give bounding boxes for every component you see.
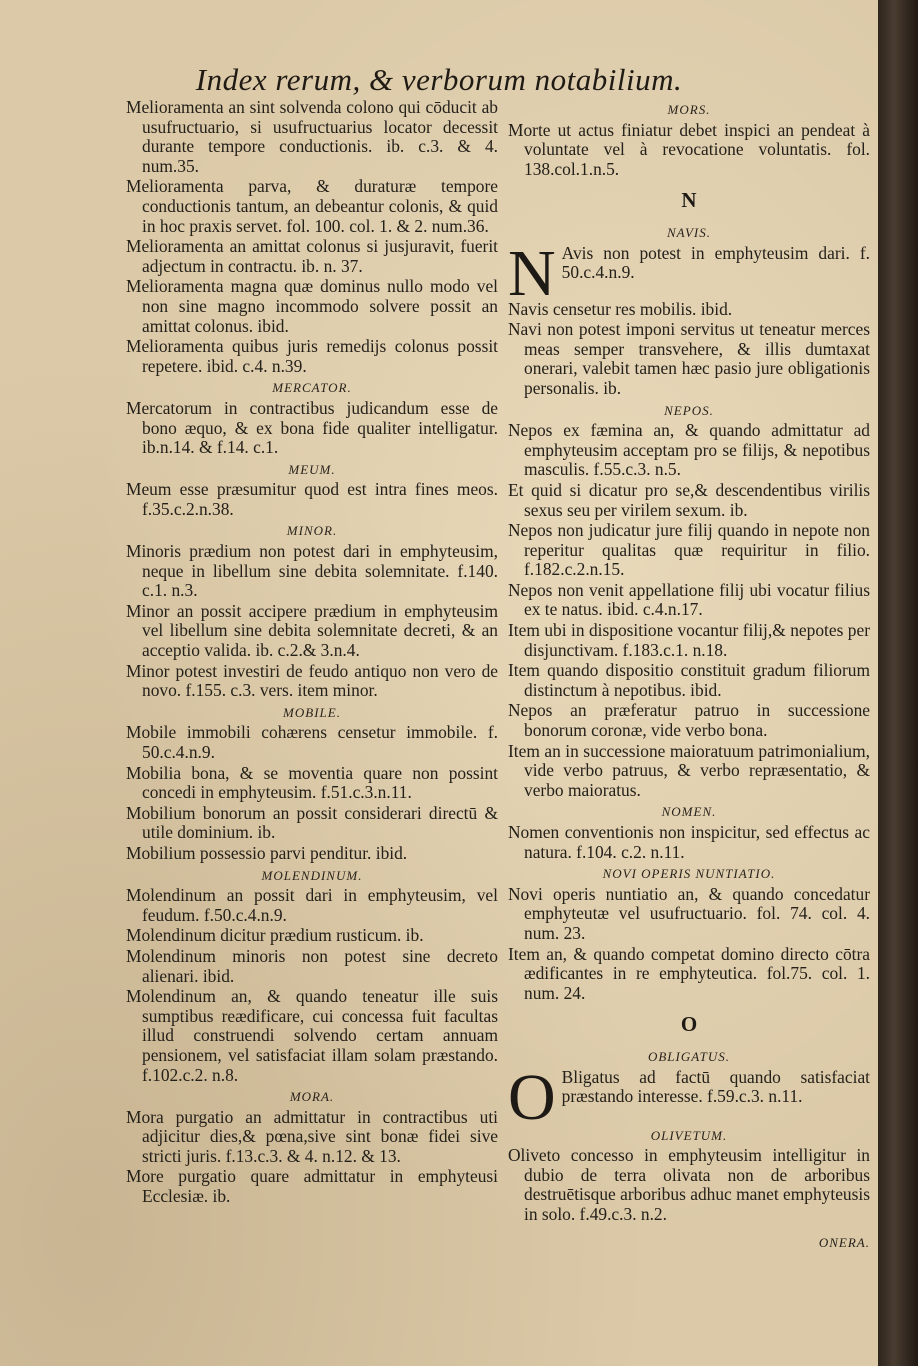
section-heading: OLIVETUM. — [650, 1127, 728, 1143]
index-entry: Item an, & quando competat domino directo cōtra ædificantes in re emphyteutica. fol.75. col. 1. num. 24. — [508, 943, 870, 1003]
index-entry: Nepos non venit appellatione filij ubi vocatur filius ex te natus. ibid. c.4.n.17. — [508, 579, 870, 620]
index-entry: Oliveto concesso in emphyteusim intelligitur in dubio de terra olivata non de arboribus destruētisque arboribus adhuc manet emphyteusis in solo. f.49.c.3. n.2. — [508, 1145, 870, 1224]
book-gutter — [878, 0, 918, 1366]
index-entry: Melioramenta quibus juris remedijs colonus possit repetere. ibid. c.4. n.39. — [126, 336, 498, 376]
index-entry: Navis censetur res mobilis. ibid. — [508, 298, 733, 319]
index-entry: Melioramenta magna quæ dominus nullo modo vel non sine magno incommodo solvere possit an amittat colonus. ibid. — [126, 276, 498, 336]
drop-cap: N — [508, 243, 556, 300]
index-entry: Item quando dispositio constituit gradum filiorum distinctum à nepotibus. ibid. — [508, 660, 870, 700]
page-header: Index rerum, & verborum notabilium. — [195, 62, 683, 97]
index-entry: Mobilia bona, & se moventia quare non possint concedi in emphyteusim. f.51.c.3.n.11. — [126, 762, 498, 803]
left-column — [126, 98, 498, 1208]
index-entry: Mercatorum in contractibus judicandum esse de bono æquo, & ex bona fide qualiter intelligatur. ib.n.14. & f.14. c.1. — [126, 397, 498, 458]
section-heading: MORA. — [289, 1089, 335, 1105]
section-heading: MERCATOR. — [272, 380, 352, 396]
letter-divider: N — [681, 188, 697, 213]
index-entry: Minor an possit accipere prædium in emphyteusim vel libellum sine debita solemnitate decreti, & an acceptio valida. ib. c.2.& 3.n.4. — [126, 600, 498, 661]
index-entry: Nepos ex fæmina an, & quando admittatur ad emphyteusim acceptam pro se filijs, & nepotibus masculis. f.55.c.3. n.5. — [508, 420, 870, 480]
section-heading: NEPOS. — [664, 402, 714, 418]
index-entry: Avis non potest in emphyteusim dari. f. 50.c.4.n.9. — [561, 243, 870, 283]
section-heading: NAVIS. — [667, 224, 711, 240]
section-heading: MORS. — [667, 102, 711, 117]
index-entry: Bligatus ad factū quando satisfaciat præstando interesse. f.59.c.3. n.11. — [561, 1067, 870, 1107]
drop-cap-entry — [508, 1068, 870, 1124]
drop-cap-entry — [508, 244, 870, 300]
section-heading: MOBILE. — [283, 704, 341, 720]
section-heading: NOMEN. — [661, 804, 717, 820]
index-entry: Nomen conventionis non inspicitur, sed effectus ac natura. f.104. c.2. n.11. — [508, 822, 870, 862]
index-entry: More purgatio quare admittatur in emphyteusi Ecclesiæ. ib. — [126, 1166, 498, 1207]
index-entry: Molendinum an possit dari in emphyteusim, vel feudum. f.50.c.4.n.9. — [126, 885, 498, 925]
index-entry: Mobile immobili cohærens censetur immobile. f. 50.c.4.n.9. — [126, 722, 498, 762]
index-entry: Mobilium bonorum an possit considerari directū & utile dominium. ib. — [126, 802, 498, 843]
index-entry: Meum esse præsumitur quod est intra fines meos. f.35.c.2.n.38. — [126, 479, 498, 519]
section-heading: MEUM. — [288, 461, 336, 477]
catchword: ONERA. — [818, 1234, 870, 1250]
index-entry: Melioramenta an sint solvenda colono qui cōducit ab usufructuario, si usufructuarius locator decessit durante tempore conductionis. ib. c.3. & 4. num.35. — [126, 97, 498, 176]
index-entry: Minor potest investiri de feudo antiquo non vero de novo. f.155. c.3. vers. item minor. — [126, 660, 498, 701]
section-heading: OBLIGATUS. — [647, 1048, 731, 1064]
index-entry: Navi non potest imponi servitus ut teneatur merces meas semper transvehere, & illis dumtaxat onerari, valebit tamen hæc pasio jure obligationis personalis. ib. — [508, 319, 870, 398]
index-entry: Molendinum minoris non potest sine decreto alienari. ibid. — [126, 945, 498, 986]
right-column — [508, 98, 870, 1252]
letter-divider: O — [680, 1012, 698, 1037]
index-entry: Melioramenta an amittat colonus si jusjuravit, fuerit adjectum in contractu. ib. n. 37. — [126, 236, 498, 276]
index-entry: Molendinum dicitur prædium rusticum. ib. — [126, 925, 424, 946]
index-entry: Molendinum an, & quando teneatur ille suis sumptibus reædificare, cui concessa fuit facultas illud construendi solvendo certam annuam pensionem, vel satisfaciat illam solam præstando. f.102.c.2. n.8. — [126, 986, 498, 1085]
index-entry: Mobilium possessio parvi penditur. ibid. — [126, 842, 408, 863]
drop-cap: O — [508, 1067, 556, 1124]
index-entry: Item ubi in dispositione vocantur filij,& nepotes per disjunctivam. f.183.c.1. n.18. — [508, 620, 870, 660]
index-entry: Novi operis nuntiatio an, & quando concedatur emphyteutæ vel usufructuario. fol. 74. col. 4. num. 23. — [508, 883, 870, 943]
index-entry: Mora purgatio an admittatur in contractibus uti adjicitur dies,& pœna,sive sint bonæ fidei sive stricti juris. f.13.c.3. & 4. n.12. & 13. — [126, 1106, 498, 1166]
index-entry: Nepos non judicatur jure filij quando in nepote non reperitur qualitas quæ requiritur in filio. f.182.c.2.n.15. — [508, 520, 870, 580]
index-entry: Nepos an præferatur patruo in successione bonorum coronæ, vide verbo bona. — [508, 700, 870, 741]
section-heading: MINOR. — [286, 523, 338, 539]
index-entry: Minoris prædium non potest dari in emphyteusim, neque in libellum sine debita solemnitate. f.140. c.1. n.3. — [126, 541, 498, 601]
index-entry: Et quid si dicatur pro se,& descendentibus virilis sexus seu per virilem sexum. ib. — [508, 479, 870, 520]
index-entry: Item an in successione maioratuum patrimonialium, vide verbo patruus, & verbo repræsentatio, & verbo maioratus. — [508, 740, 870, 800]
section-heading: NOVI OPERIS NUNTIATIO. — [602, 866, 776, 882]
section-heading: MOLENDINUM. — [261, 867, 363, 883]
index-entry: Morte ut actus finiatur debet inspici an pendeat à voluntate vel à revocatione voluntatis. fol. 138.col.1.n.5. — [508, 119, 870, 179]
index-entry: Melioramenta parva, & duraturæ tempore conductionis tantum, an debeantur colonis, & quid in hoc praxis servet. fol. 100. col. 1. & 2. num.36. — [126, 176, 498, 236]
